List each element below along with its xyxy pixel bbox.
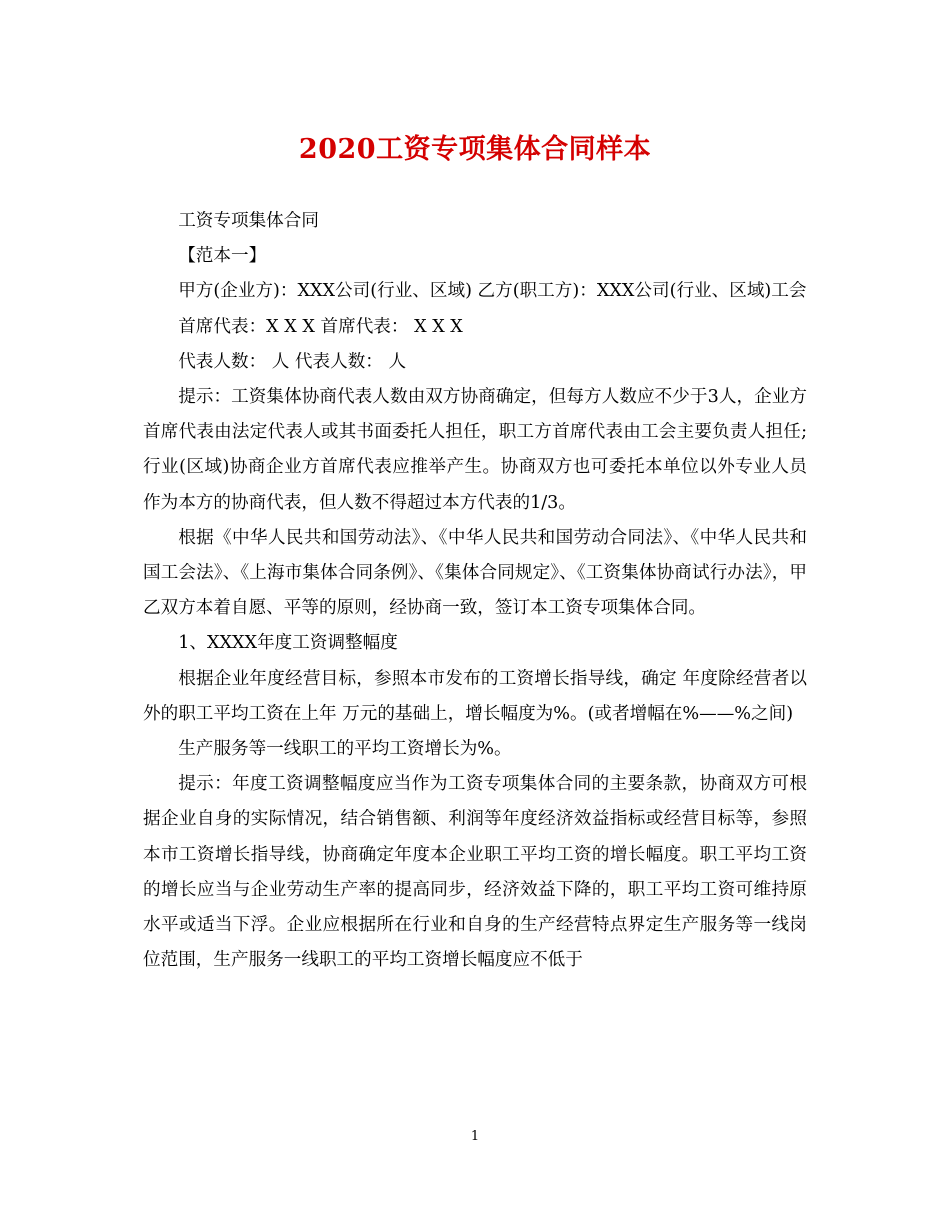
paragraph-frontline-increase: 生产服务等一线职工的平均工资增长为%。	[178, 739, 512, 760]
page-number: 1	[470, 1129, 480, 1144]
document-body	[143, 204, 807, 978]
paragraph-tip-adjustment: 提示：年度工资调整幅度应当作为工资专项集体合同的主要条款，协商双方可根据企业自身的实际情况，结合销售额、利润等年度经济效益指标或经营目标等，参照本市工资增长指导线，协商确定年度本企业职工平均工资的增长幅度。职工平均工资的增长应当与企业劳动生产率的提高同步，经济效益下降的，职工平均工资可维持原水平或适当下浮。企业应根据所在行业和自身的生产经营特点界定生产服务等一线岗位范围，生产服务一线职工的平均工资增长幅度应不低于	[143, 774, 807, 971]
paragraph-tip-representatives: 提示：工资集体协商代表人数由双方协商确定，但每方人数应不少于3人，企业方首席代表由法定代表人或其书面委托人担任，职工方首席代表由工会主要负责人担任;行业(区域)协商企业方首席代表应推举产生。协商双方也可委托本单位以外专业人员作为本方的协商代表，但人数不得超过本方代表的1/3。	[143, 387, 807, 513]
document-title: 2020工资专项集体合同样本	[298, 134, 652, 165]
paragraph-representative-count: 代表人数： 人 代表人数： 人	[178, 351, 407, 372]
paragraph-template-label: 【范本一】	[178, 246, 267, 267]
paragraph-legal-basis: 根据《中华人民共和国劳动法》、《中华人民共和国劳动合同法》、《中华人民共和国工会法》、《上海市集体合同条例》、《集体合同规定》、《工资集体协商试行办法》，甲乙双方本着自愿、平等的原则，经协商一致，签订本工资专项集体合同。	[143, 527, 807, 619]
paragraph-parties: 甲方(企业方)：XXX公司(行业、区域) 乙方(职工方)：XXX公司(行业、区域)工会	[178, 281, 807, 302]
paragraph-section-heading: 1、XXXX年度工资调整幅度	[178, 633, 398, 654]
paragraph-contract-name: 工资专项集体合同	[178, 211, 319, 231]
paragraph-wage-increase: 根据企业年度经营目标，参照本市发布的工资增长指导线，确定 年度除经营者以外的职工平均工资在上年 万元的基础上，增长幅度为%。(或者增幅在%——%之间)	[143, 668, 807, 724]
paragraph-chief-representatives: 首席代表：X X X 首席代表： X X X	[178, 316, 463, 337]
